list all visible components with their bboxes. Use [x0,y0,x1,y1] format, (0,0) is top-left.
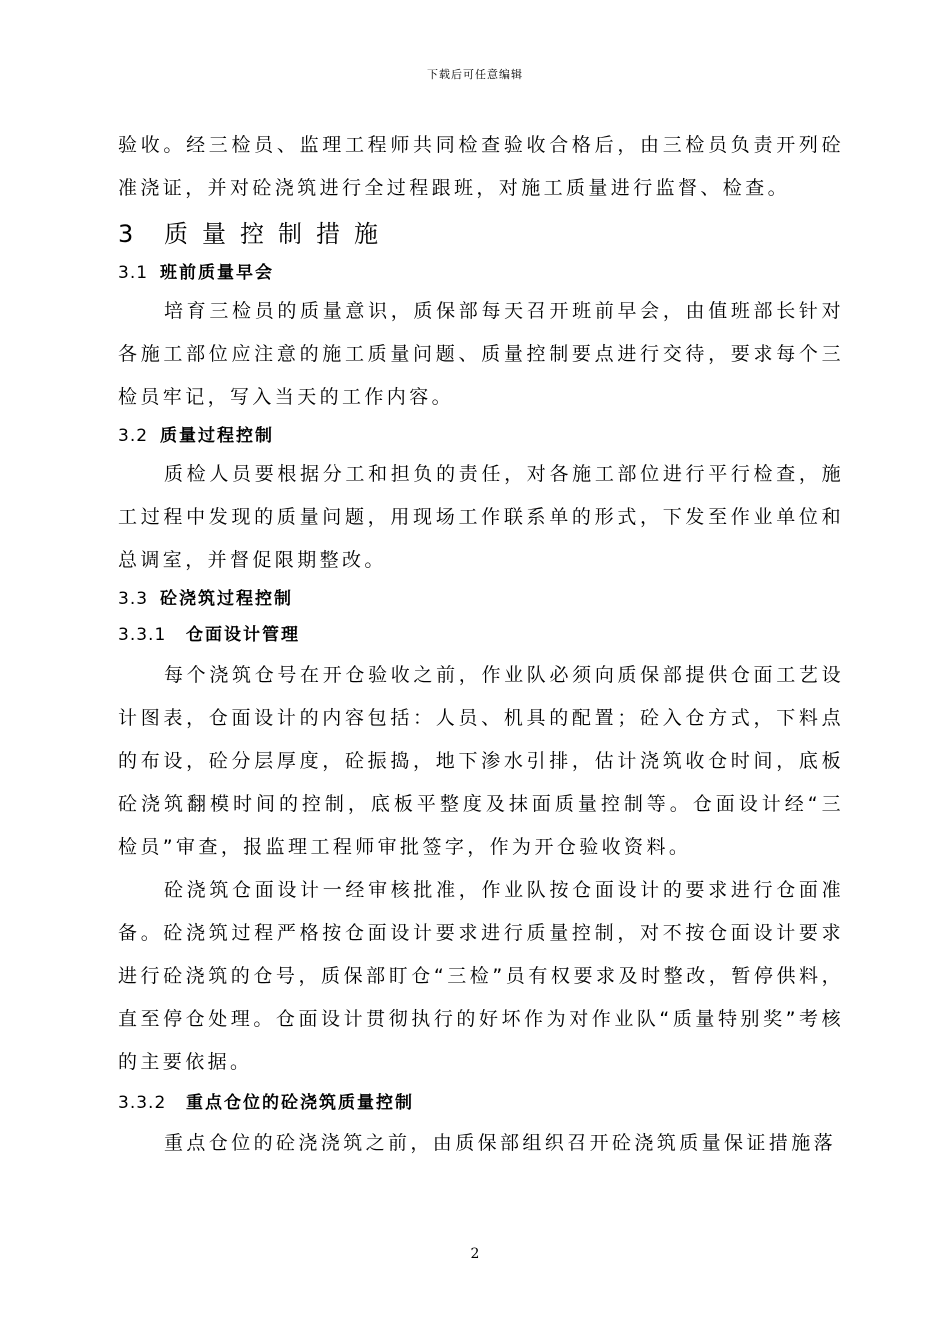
section-number: 3.1 [118,263,149,283]
section-heading-3-3 [118,582,844,616]
section-heading-3-3-2 [118,1086,844,1120]
section-title: 砼浇筑过程控制 [160,589,294,609]
section-title: 质量过程控制 [160,426,275,446]
paragraph: 重点仓位的砼浇浇筑之前，由质保部组织召开砼浇筑质量保证措施落 [164,1132,837,1154]
section-heading-3-1 [118,256,844,290]
section-number: 3.3.2 [118,1093,167,1113]
page-number: 2 [470,1246,480,1262]
section-title: 仓面设计管理 [186,625,300,645]
paragraph: 质检人员要根据分工和担负的责任，对各施工部位进行平行检查，施工过程中发现的质量问题，用现场工作联系单的形式，下发至作业单位和总调室，并督促限期整改。 [118,463,844,571]
paragraph: 验收。经三检员、监理工程师共同检查验收合格后，由三检员负责开列砼准浇证，并对砼浇筑进行全过程跟班，对施工质量进行监督、检查。 [118,134,844,199]
section-heading-3-3-1 [118,618,844,652]
section-heading-3-2 [118,419,844,453]
section-number: 3 [118,220,134,248]
section-title: 班前质量早会 [160,263,275,283]
paragraph: 培育三检员的质量意识，质保部每天召开班前早会，由值班部长针对各施工部位应注意的施工质量问题、质量控制要点进行交待，要求每个三检员牢记，写入当天的工作内容。 [118,300,844,408]
section-heading-3 [118,214,844,254]
document-body [118,124,844,1165]
section-title: 质量控制措施 [164,220,392,248]
page-header: 下载后可任意编辑 [427,68,523,81]
paragraph: 每个浇筑仓号在开仓验收之前，作业队必须向质保部提供仓面工艺设计图表，仓面设计的内容包括：人员、机具的配置；砼入仓方式，下料点的布设，砼分层厚度，砼振捣，地下渗水引排，估计浇筑收仓时间，底板砼浇筑翻模时间的控制，底板平整度及抹面质量控制等。仓面设计经“三检员”审查，报监理工程师审批签字，作为开仓验收资料。 [118,664,844,858]
paragraph: 砼浇筑仓面设计一经审核批准，作业队按仓面设计的要求进行仓面准备。砼浇筑过程严格按仓面设计要求进行质量控制，对不按仓面设计要求进行砼浇筑的仓号，质保部盯仓“三检”员有权要求及时整改，暂停供料，直至停仓处理。仓面设计贯彻执行的好坏作为对作业队“质量特别奖”考核的主要依据。 [118,879,844,1073]
section-number: 3.3.1 [118,625,167,645]
section-number: 3.3 [118,589,149,609]
section-title: 重点仓位的砼浇筑质量控制 [186,1093,414,1113]
section-number: 3.2 [118,426,149,446]
